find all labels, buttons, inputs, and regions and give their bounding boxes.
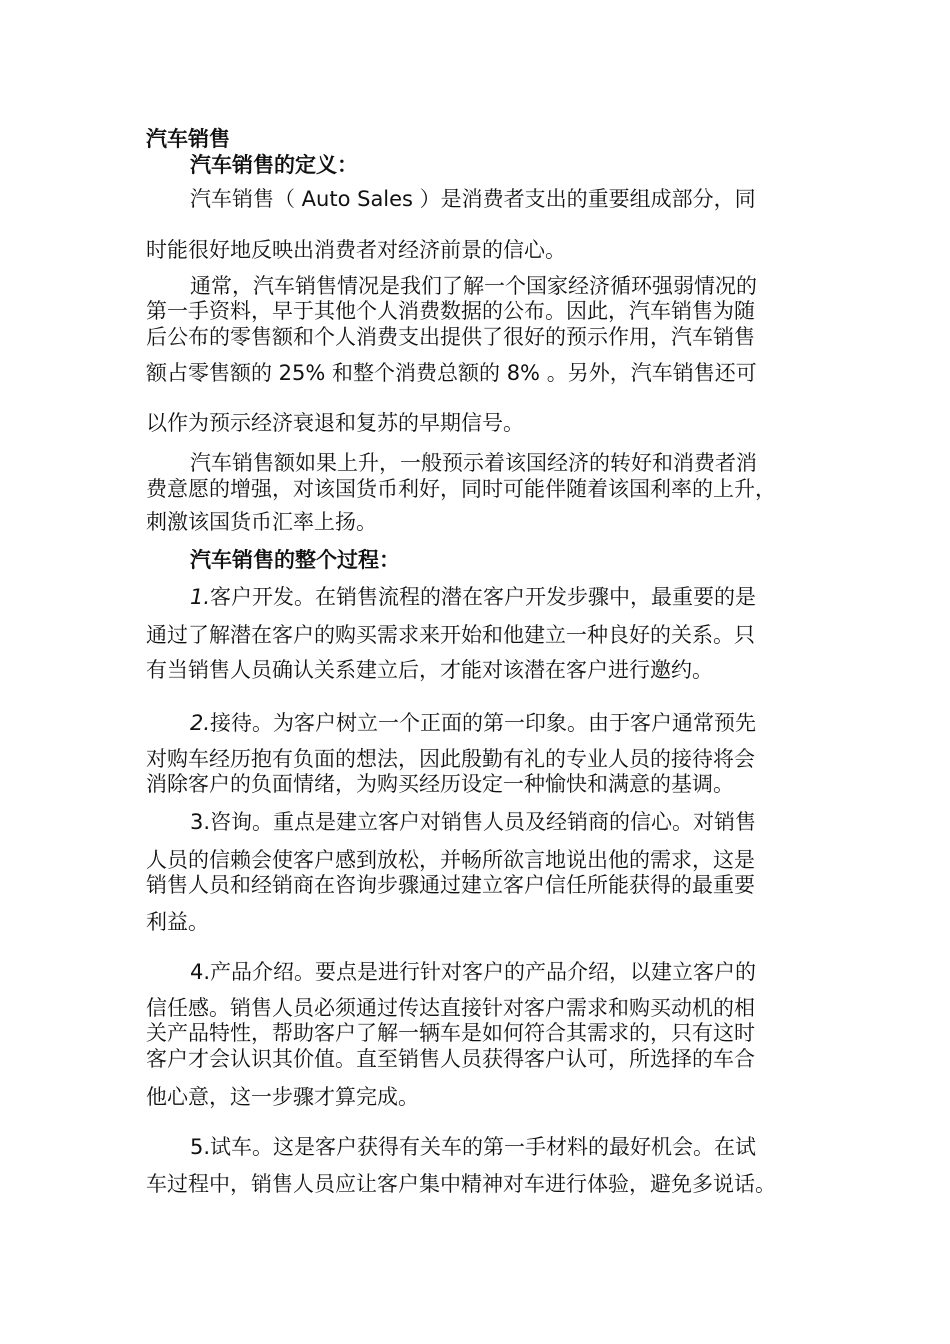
step-line: 信任感。销售人员必须通过传达直接针对客户需求和购买动机的相 (146, 996, 755, 1020)
step-line: 有当销售人员确认关系建立后，才能对该潜在客户进行邀约。 (146, 658, 713, 682)
step-line: 他心意，这一步骤才算完成。 (146, 1085, 419, 1109)
step-number: 3. (190, 810, 211, 834)
paragraph-line: 汽车销售额如果上升，一般预示着该国经济的转好和消费者消 (190, 451, 757, 475)
step-number: 1. (190, 585, 211, 609)
step-4-first-line (190, 958, 756, 986)
step-number: 2. (190, 711, 211, 735)
step-number: 5. (190, 1135, 211, 1159)
step-line: 销售人员和经销商在咨询步骤通过建立客户信任所能获得的最重要 (146, 873, 755, 897)
paragraph-line: 额占零售额的 25% 和整个消费总额的 8% 。另外，汽车销售还可 (146, 361, 757, 385)
step-5-first-line (190, 1133, 756, 1161)
step-line: 人员的信赖会使客户感到放松，并畅所欲言地说出他的需求，这是 (146, 848, 755, 872)
paragraph-line: 刺激该国货币汇率上扬。 (146, 510, 377, 534)
step-line: 车过程中，销售人员应让客户集中精神对车进行体验，避免多说话。 (146, 1172, 776, 1196)
definition-heading: 汽车销售的定义： (190, 153, 358, 177)
step-text: 试车。这是客户获得有关车的第一手材料的最好机会。在试 (210, 1135, 757, 1159)
step-3-first-line (190, 808, 756, 836)
step-line: 对购车经历抱有负面的想法，因此殷勤有礼的专业人员的接待将会 (146, 747, 755, 771)
step-line: 通过了解潜在客户的购买需求来开始和他建立一种良好的关系。只 (146, 623, 755, 647)
definition-line: 汽车销售（ Auto Sales ）是消费者支出的重要组成部分，同 (190, 187, 756, 211)
step-1-first-line (190, 583, 756, 611)
step-line: 关产品特性，帮助客户了解一辆车是如何符合其需求的，只有这时 (146, 1021, 755, 1045)
step-line: 客户才会认识其价值。直至销售人员获得客户认可，所选择的车合 (146, 1047, 755, 1071)
step-text: 咨询。重点是建立客户对销售人员及经销商的信心。对销售 (210, 810, 757, 834)
step-line: 利益。 (146, 910, 209, 934)
step-line: 消除客户的负面情绪，为购买经历设定一种愉快和满意的基调。 (146, 772, 734, 796)
paragraph-line: 费意愿的增强，对该国货币利好，同时可能伴随着该国利率的上升， (146, 477, 776, 501)
paragraph-line: 后公布的零售额和个人消费支出提供了很好的预示作用，汽车销售 (146, 325, 755, 349)
step-text: 产品介绍。要点是进行针对客户的产品介绍，以建立客户的 (210, 960, 757, 984)
step-text: 接待。为客户树立一个正面的第一印象。由于客户通常预先 (210, 711, 757, 735)
step-2-first-line (190, 709, 756, 737)
definition-line: 时能很好地反映出消费者对经济前景的信心。 (146, 238, 566, 262)
step-number: 4. (190, 960, 211, 984)
document-title: 汽车销售 (146, 127, 230, 151)
paragraph-line: 以作为预示经济衰退和复苏的早期信号。 (146, 411, 524, 435)
paragraph-line: 第一手资料，早于其他个人消费数据的公布。因此，汽车销售为随 (146, 299, 755, 323)
step-text: 客户开发。在销售流程的潜在客户开发步骤中，最重要的是 (210, 585, 757, 609)
paragraph-line: 通常，汽车销售情况是我们了解一个国家经济循环强弱情况的 (190, 274, 757, 298)
process-heading: 汽车销售的整个过程： (190, 548, 400, 572)
